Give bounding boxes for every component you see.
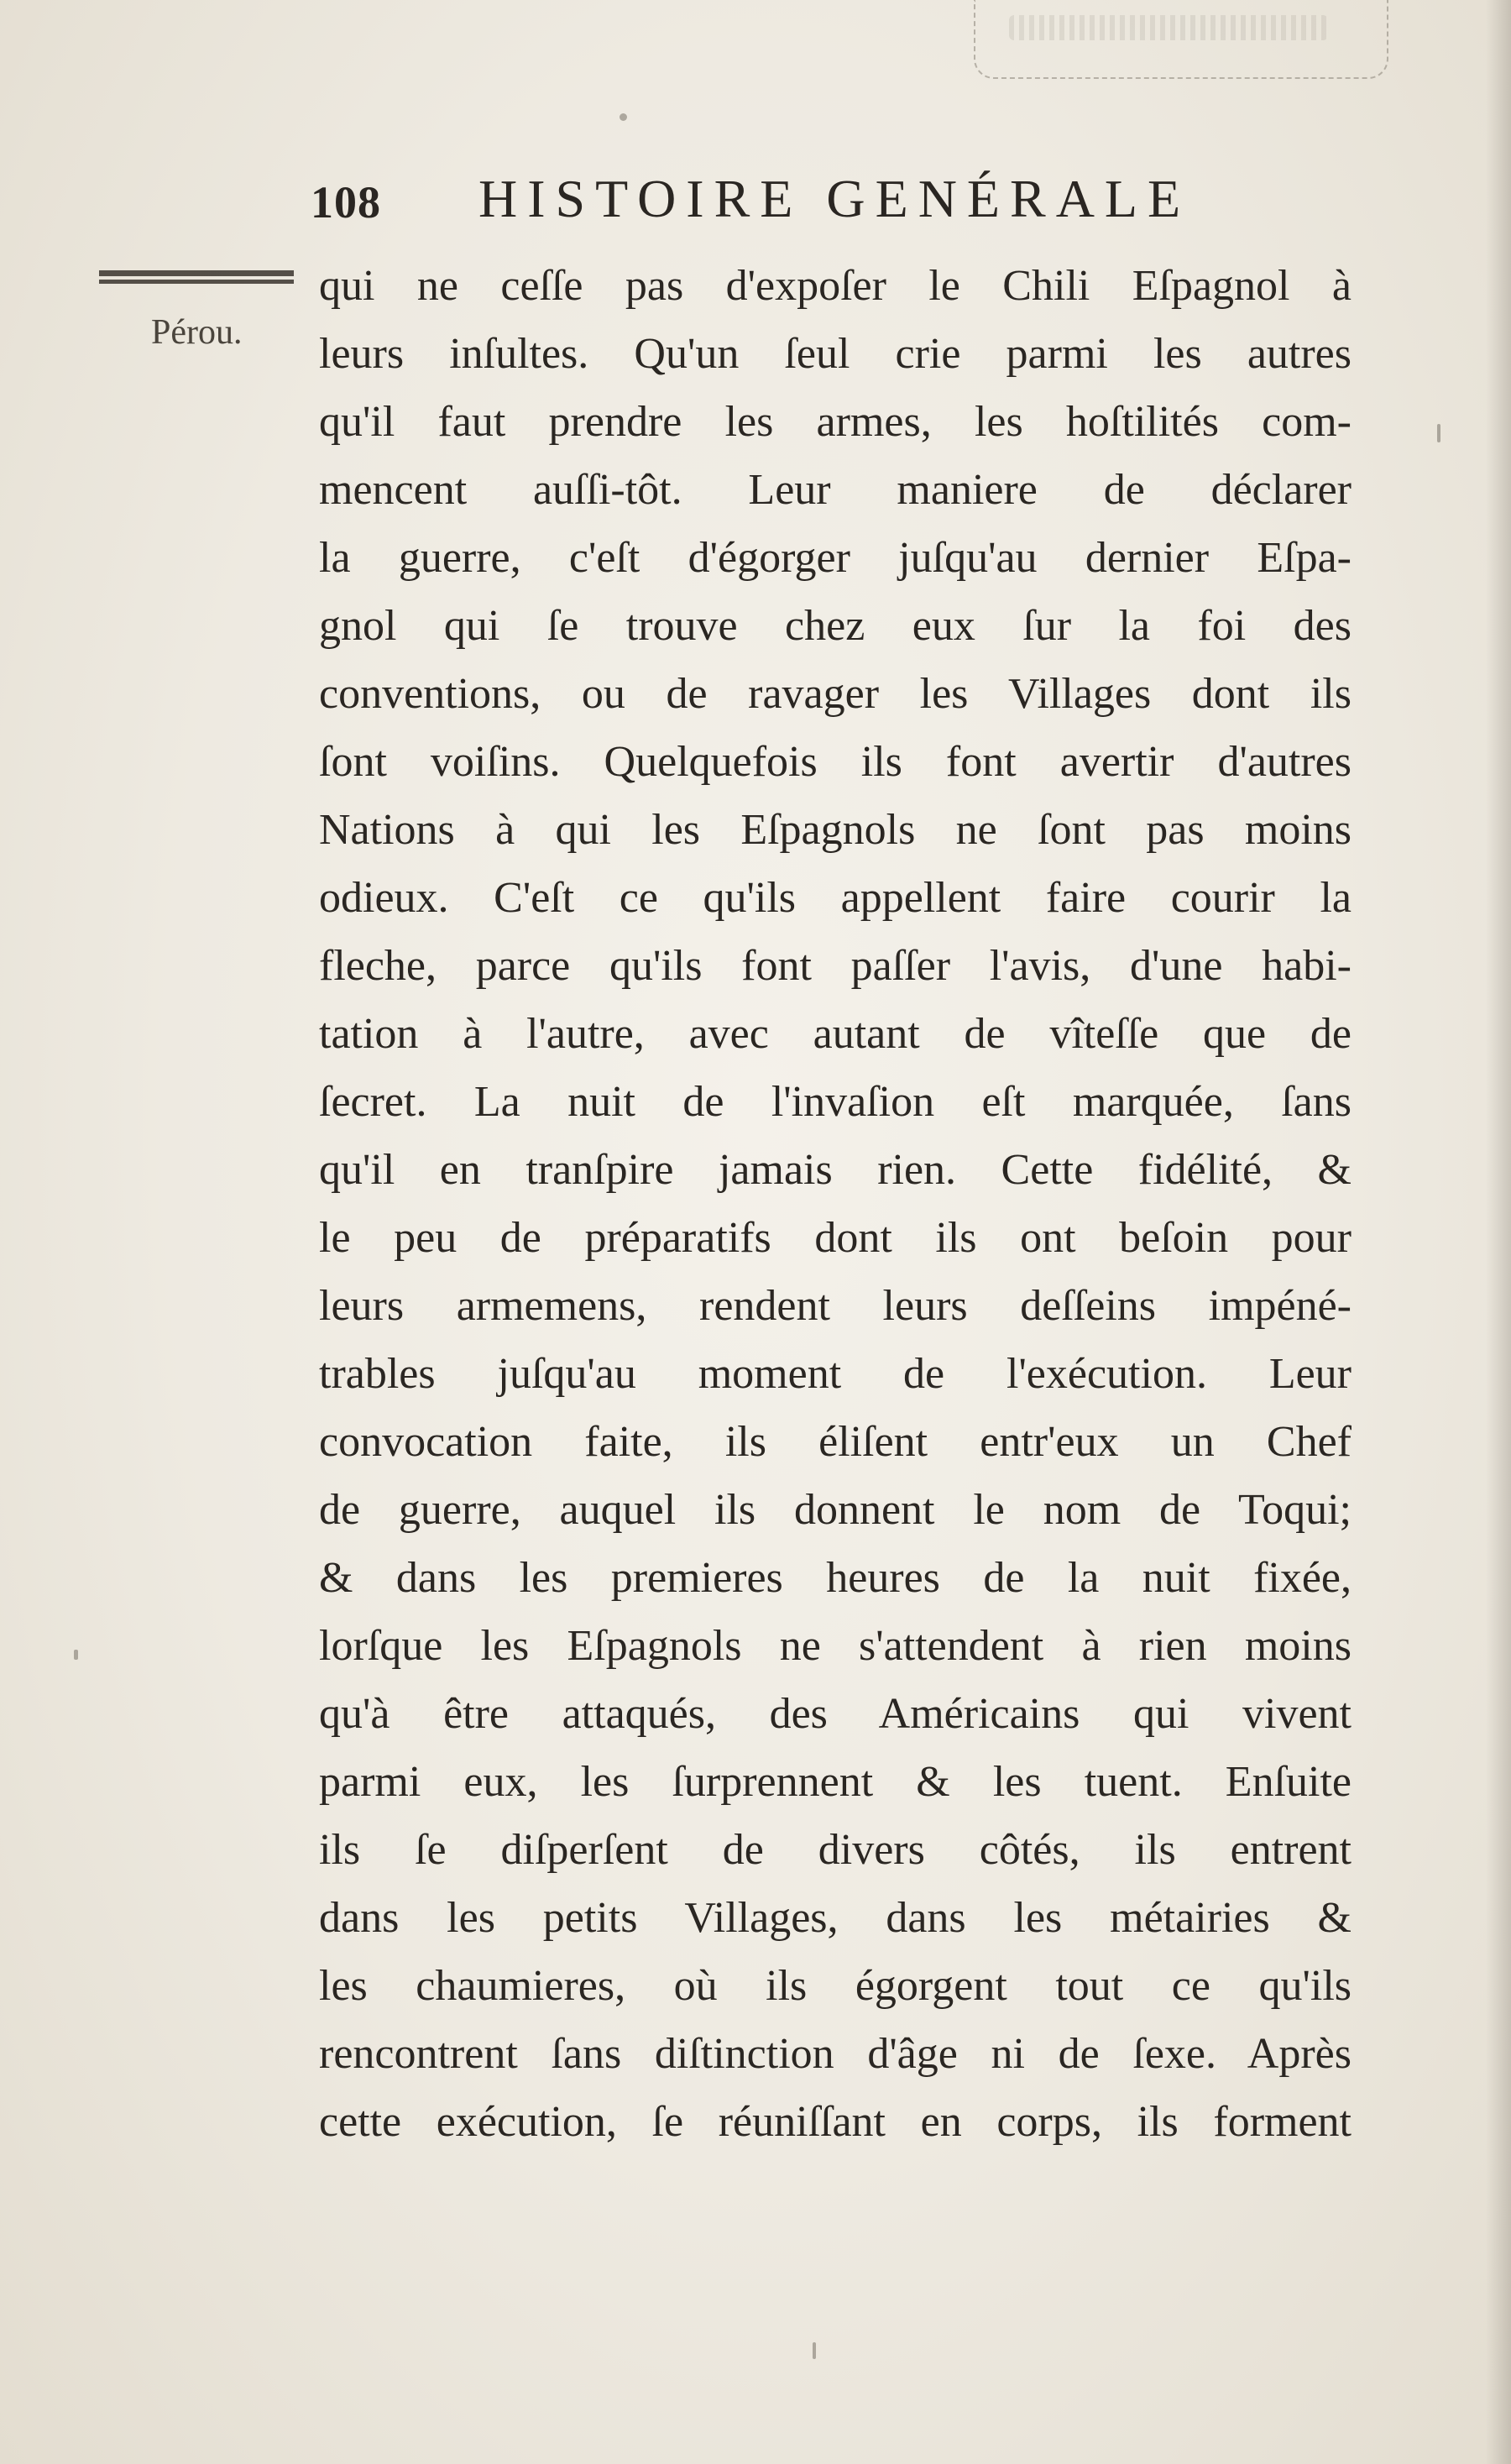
text-line: gnol qui ſe trouve chez eux ſur la foi des: [319, 602, 1352, 650]
text-line: conventions, ou de ravager les Villages dont ils: [319, 670, 1352, 718]
text-line: de guerre, auquel ils donnent le nom de Toqui;: [319, 1486, 1352, 1534]
text-line: convocation faite, ils éliſent entr'eux un Chef: [319, 1418, 1352, 1466]
text-line: qu'à être attaqués, des Américains qui vivent: [319, 1690, 1352, 1738]
text-line: parmi eux, les ſurprennent & les tuent. Enſuite: [319, 1758, 1352, 1806]
text-line: ſont voiſins. Quelquefois ils font avertir d'autres: [319, 738, 1352, 786]
paper-speck: [1437, 424, 1440, 442]
text-line: ils ſe diſperſent de divers côtés, ils entrent: [319, 1826, 1352, 1874]
text-line: qui ne ceſſe pas d'expoſer le Chili Eſpagnol à: [319, 262, 1352, 310]
paper-speck: [620, 113, 627, 121]
stamp-text-faded: [1009, 15, 1328, 40]
text-line: trables juſqu'au moment de l'exécution. Leur: [319, 1350, 1352, 1398]
text-line: dans les petits Villages, dans les métairies &: [319, 1894, 1352, 1942]
running-head: [311, 168, 1301, 243]
text-line: lorſque les Eſpagnols ne s'attendent à rien moins: [319, 1622, 1352, 1670]
paper-speck: [813, 2342, 816, 2359]
text-line: leurs armemens, rendent leurs deſſeins impéné-: [319, 1282, 1352, 1330]
text-line: leurs inſultes. Qu'un ſeul crie parmi les autres: [319, 330, 1352, 378]
margin-rule: [99, 270, 294, 289]
page-edge-shadow: [1486, 0, 1511, 2464]
text-line: cette exécution, ſe réuniſſant en corps, ils forment: [319, 2098, 1352, 2146]
text-line: les chaumieres, où ils égorgent tout ce qu'ils: [319, 1962, 1352, 2010]
page-number: 108: [311, 177, 381, 228]
text-line: le peu de préparatifs dont ils ont beſoin pour: [319, 1214, 1352, 1262]
running-title: HISTOIRE GENÉRALE: [478, 169, 1191, 228]
text-line: fleche, parce qu'ils font paſſer l'avis, d'une habi-: [319, 942, 1352, 990]
text-line: qu'il faut prendre les armes, les hoſtilités com-: [319, 398, 1352, 446]
text-line: Nations à qui les Eſpagnols ne ſont pas moins: [319, 806, 1352, 854]
library-stamp: [974, 0, 1388, 79]
margin-note: Pérou.: [151, 313, 243, 352]
text-line: la guerre, c'eſt d'égorger juſqu'au dernier Eſpa-: [319, 534, 1352, 582]
text-line: tation à l'autre, avec autant de vîteſſe que de: [319, 1010, 1352, 1058]
paper-speck: [74, 1650, 78, 1660]
text-line: qu'il en tranſpire jamais rien. Cette fidélité, &: [319, 1146, 1352, 1194]
body-text: [319, 252, 1352, 2156]
text-line: ſecret. La nuit de l'invaſion eſt marquée, ſans: [319, 1078, 1352, 1126]
text-line: mencent auſſi-tôt. Leur maniere de déclarer: [319, 466, 1352, 514]
text-line: rencontrent ſans diſtinction d'âge ni de ſexe. Après: [319, 2030, 1352, 2078]
text-line: odieux. C'eſt ce qu'ils appellent faire courir la: [319, 874, 1352, 922]
text-line: & dans les premieres heures de la nuit fixée,: [319, 1554, 1352, 1602]
